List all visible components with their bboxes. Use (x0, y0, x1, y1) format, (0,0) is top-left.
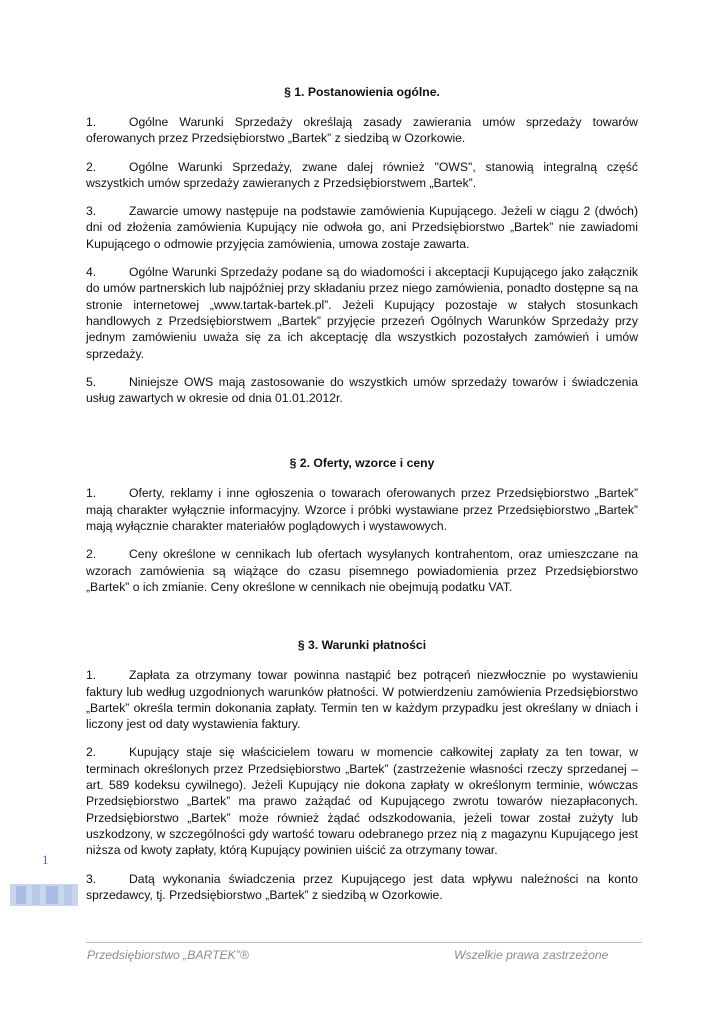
section-3 (86, 637, 638, 903)
paragraph (86, 114, 638, 147)
paragraph-text: Ceny określone w cennikach lub ofertach wysyłanych kontrahentom, oraz umieszczane na wzorach zamówienia są wiążące do czasu pisemnego powiadomienia przez Przedsiębiorstwo „Bartek” o ich zmianie. Ceny określone w cennikach nie obejmują podatku VAT. (86, 547, 638, 594)
paragraph (86, 374, 638, 407)
section-spacer (86, 607, 638, 637)
paragraph (86, 264, 638, 362)
document-body (86, 84, 638, 915)
paragraph-text: Zawarcie umowy następuje na podstawie zamówienia Kupującego. Jeżeli w ciągu 2 (dwóch) dni od złożenia zamówienia Kupujący nie odwoła go, ani Przedsiębiorstwo „Bartek” nie zawiadomi Kupującego o odmowie przyjęcia zamówienia, umowa zostaje zawarta. (86, 204, 638, 251)
paragraph-number: 4. (86, 265, 97, 280)
paragraph-number: 3. (86, 871, 97, 886)
paragraph-text: Kupujący staje się właścicielem towaru w momencie całkowitej zapłaty za ten towar, w terminach określonych przez Przedsiębiorstwo „Bartek” (zastrzeżenie własności rzeczy sprzedanej – art. 589 kodeksu cywilnego). Jeżeli Kupujący nie dokona zapłaty w określonym terminie, wówczas Przedsiębiorstwo „Bartek” ma prawo zażądać od Kupującego zwrotu towarów niezapłaconych. Przedsiębiorstwo „Bartek” może również żądać odszkodowania, jeżeli towar został zużyty lub uszkodzony, w szczególności gdy wartość towaru odebranego przez nią z magazynu Kupującego jest niższa od kwoty zapłaty, którą Kupujący powinien uiścić za otrzymany towar. (86, 745, 638, 858)
paragraph-number: 1. (86, 668, 97, 683)
page-number: 1 (42, 852, 49, 867)
paragraph-number: 1. (86, 486, 97, 501)
paragraph-text: Datą wykonania świadczenia przez Kupującego jest data wpływu należności na konto sprzedawcy, tj. Przedsiębiorstwo „Bartek” z siedzibą w Ozorkowie. (86, 871, 638, 902)
section-title: § 2. Oferty, wzorce i ceny (289, 456, 435, 471)
paragraph-text: Ogólne Warunki Sprzedaży podane są do wiadomości i akceptacji Kupującego jako załącznik do umów partnerskich lub najpóźniej przy składaniu przez niego zamówienia, ponadto dostępne są na stronie internetowej „www.tartak-bartek.pl”. Jeżeli Kupujący pozostaje w stałych stosunkach handlowych z Przedsiębiorstwem „Bartek” przyjęcie przezeń Ogólnych Warunków Sprzedaży przy jednym zamówieniu uważa się za ich akceptację dla wszystkich pozostałych zamówień i umów sprzedaży. (86, 265, 638, 361)
paragraph (86, 485, 638, 534)
section-1 (86, 84, 638, 406)
paragraph (86, 203, 638, 252)
paragraph (86, 159, 638, 192)
paragraph (86, 546, 638, 595)
paragraph (86, 871, 638, 904)
paragraph-number: 5. (86, 374, 97, 389)
decorative-stripe-icon (10, 872, 78, 912)
section-title: § 1. Postanowienia ogólne. (284, 85, 440, 99)
paragraph-number: 1. (86, 115, 97, 129)
section-title: § 3. Warunki płatności (297, 638, 427, 653)
paragraph-text: Ogólne Warunki Sprzedaży, zwane dalej również "OWS", stanowią integralną część wszystkich umów sprzedaży zawieranych z Przedsiębiorstwem „Bartek”. (86, 159, 638, 190)
paragraph-text: Niniejsze OWS mają zastosowanie do wszystkich umów sprzedaży towarów i świadczenia usług zawartych w okresie od dnia 01.01.2012r. (86, 374, 638, 406)
footer-copyright: Wszelkie prawa zastrzeżone (454, 948, 609, 962)
section-spacer (86, 418, 638, 455)
paragraph-text: Ogólne Warunki Sprzedaży określają zasady zawierania umów sprzedaży towarów oferowanych przez Przedsiębiorstwo „Bartek” z siedzibą w Ozorkowie. (86, 115, 638, 146)
paragraph-number: 2. (86, 159, 97, 174)
paragraph-text: Zapłata za otrzymany towar powinna nastąpić bez potrąceń niezwłocznie po wystawieniu faktury lub według uzgodnionych warunków płatności. W potwierdzeniu zamówienia Przedsiębiorstwo „Bartek” określa termin dokonania zapłaty. Termin ten w każdym przypadku jest określany w dniach i liczony jest od daty wystawienia faktury. (86, 668, 638, 732)
paragraph (86, 667, 638, 732)
footer-divider (86, 942, 642, 943)
paragraph-number: 2. (86, 745, 97, 760)
section-2 (86, 455, 638, 595)
paragraph-text: Oferty, reklamy i inne ogłoszenia o towarach oferowanych przez Przedsiębiorstwo „Bartek” mają charakter wyłącznie informacyjny. Wzorce i próbki wystawiane przez Przedsiębiorstwo „Bartek” mają wyłącznie charakter materiałów poglądowych i wystawowych. (86, 486, 638, 534)
paragraph (86, 744, 638, 858)
paragraph-number: 3. (86, 204, 97, 219)
paragraph-number: 2. (86, 547, 97, 562)
footer-company: Przedsiębiorstwo „BARTEK”® (87, 948, 249, 962)
